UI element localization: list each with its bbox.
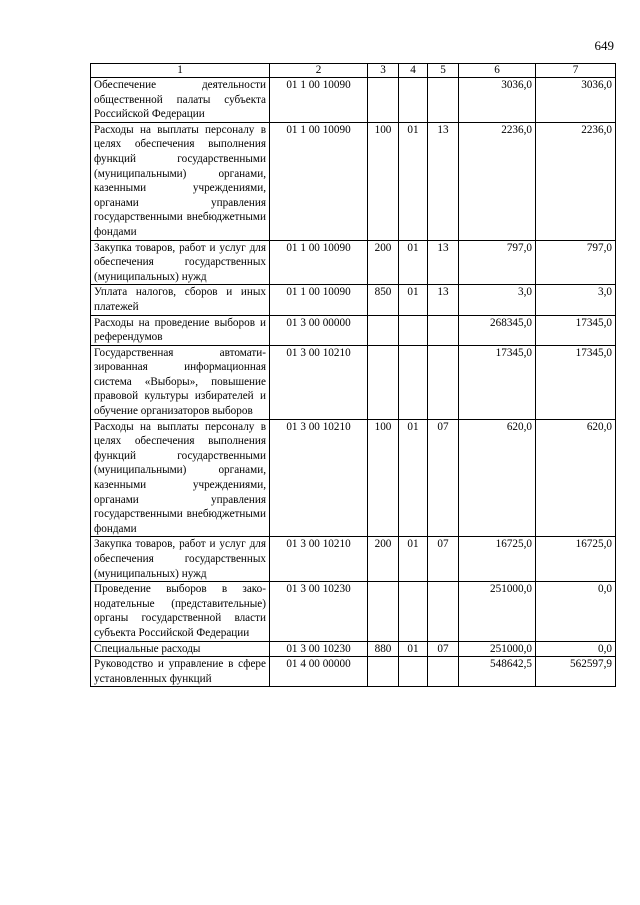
row-rz-cell: [399, 315, 428, 345]
row-pr-cell: 13: [428, 240, 459, 285]
row-vr-cell: 880: [368, 641, 399, 657]
table-row: [91, 78, 616, 123]
row-code-cell: 01 3 00 10210: [270, 419, 368, 537]
row-rz-cell: 01: [399, 641, 428, 657]
row-pr-cell: 13: [428, 285, 459, 315]
row-sum1-cell: 268345,0: [459, 315, 536, 345]
row-pr-cell: 07: [428, 641, 459, 657]
row-code-cell: 01 3 00 10210: [270, 345, 368, 419]
row-rz-cell: 01: [399, 419, 428, 537]
row-rz-cell: [399, 582, 428, 641]
row-vr-cell: 200: [368, 537, 399, 582]
row-name-cell: Закупка товаров, работ и услуг для обеспечения государственных (муниципальных) нужд: [91, 240, 270, 285]
row-sum2-cell: 562597,9: [536, 657, 616, 687]
row-sum1-cell: 620,0: [459, 419, 536, 537]
row-sum2-cell: 2236,0: [536, 122, 616, 240]
header-cell: 4: [399, 64, 428, 78]
table-row: [91, 657, 616, 687]
table-row: [91, 240, 616, 285]
row-vr-cell: [368, 582, 399, 641]
row-name-cell: Расходы на выплаты персоналу в целях обеспечения выполнения функций государственными (муниципальными) органами, казенными учреждениями, органами управления государственными внебюджетными фондами: [91, 122, 270, 240]
row-sum1-cell: 3036,0: [459, 78, 536, 123]
row-code-cell: 01 1 00 10090: [270, 78, 368, 123]
row-rz-cell: 01: [399, 285, 428, 315]
row-vr-cell: 850: [368, 285, 399, 315]
row-name-cell: Специальные расходы: [91, 641, 270, 657]
header-row: [91, 64, 616, 78]
row-sum2-cell: 3036,0: [536, 78, 616, 123]
header-cell: 3: [368, 64, 399, 78]
table-row: [91, 419, 616, 537]
row-pr-cell: [428, 78, 459, 123]
row-sum2-cell: 16725,0: [536, 537, 616, 582]
table-row: [91, 582, 616, 641]
row-name-cell: Проведение выборов в законодательные (представительные) органы государственной власти субъекта Российской Федерации: [91, 582, 270, 641]
row-sum2-cell: 3,0: [536, 285, 616, 315]
row-sum2-cell: 17345,0: [536, 345, 616, 419]
row-pr-cell: 07: [428, 537, 459, 582]
table-row: [91, 537, 616, 582]
row-pr-cell: [428, 657, 459, 687]
row-vr-cell: 200: [368, 240, 399, 285]
row-code-cell: 01 1 00 10090: [270, 122, 368, 240]
row-vr-cell: 100: [368, 419, 399, 537]
table-row: [91, 315, 616, 345]
header-cell: 1: [91, 64, 270, 78]
row-pr-cell: [428, 315, 459, 345]
row-code-cell: 01 1 00 10090: [270, 285, 368, 315]
row-rz-cell: 01: [399, 122, 428, 240]
row-pr-cell: 13: [428, 122, 459, 240]
row-sum1-cell: 3,0: [459, 285, 536, 315]
row-rz-cell: 01: [399, 240, 428, 285]
row-sum1-cell: 548642,5: [459, 657, 536, 687]
row-name-cell: Закупка товаров, работ и услуг для обеспечения государственных (муниципальных) нужд: [91, 537, 270, 582]
row-sum2-cell: 797,0: [536, 240, 616, 285]
table-row: [91, 285, 616, 315]
row-sum2-cell: 0,0: [536, 582, 616, 641]
row-name-cell: Руководство и управление в сфере установленных функций: [91, 657, 270, 687]
row-name-cell: Государственная автоматизированная информационная система «Выборы», повышение правовой культуры избирателей и обучение организаторов выборов: [91, 345, 270, 419]
row-pr-cell: [428, 582, 459, 641]
row-name-cell: Уплата налогов, сборов и иных платежей: [91, 285, 270, 315]
row-vr-cell: [368, 315, 399, 345]
row-code-cell: 01 3 00 10230: [270, 582, 368, 641]
row-sum2-cell: 620,0: [536, 419, 616, 537]
budget-table: [90, 63, 616, 687]
row-code-cell: 01 3 00 10230: [270, 641, 368, 657]
row-pr-cell: 07: [428, 419, 459, 537]
row-code-cell: 01 1 00 10090: [270, 240, 368, 285]
row-code-cell: 01 3 00 00000: [270, 315, 368, 345]
row-name-cell: Обеспечение деятельности общественной палаты субъекта Российской Федерации: [91, 78, 270, 123]
row-sum1-cell: 17345,0: [459, 345, 536, 419]
row-rz-cell: [399, 657, 428, 687]
row-vr-cell: 100: [368, 122, 399, 240]
header-cell: 2: [270, 64, 368, 78]
row-rz-cell: [399, 78, 428, 123]
row-code-cell: 01 4 00 00000: [270, 657, 368, 687]
table-row: [91, 122, 616, 240]
row-vr-cell: [368, 657, 399, 687]
row-sum1-cell: 797,0: [459, 240, 536, 285]
row-sum1-cell: 251000,0: [459, 582, 536, 641]
table-row: [91, 641, 616, 657]
page-number: 649: [594, 38, 614, 53]
header-cell: 6: [459, 64, 536, 78]
table-row: [91, 345, 616, 419]
header-cell: 7: [536, 64, 616, 78]
row-name-cell: Расходы на выплаты персоналу в целях обеспечения выполнения функций государственными (муниципальными) органами, казенными учреждениями, органами управления государственными внебюджетными фондами: [91, 419, 270, 537]
row-rz-cell: [399, 345, 428, 419]
row-pr-cell: [428, 345, 459, 419]
row-vr-cell: [368, 345, 399, 419]
row-vr-cell: [368, 78, 399, 123]
row-name-cell: Расходы на проведение выборов и референдумов: [91, 315, 270, 345]
row-sum1-cell: 251000,0: [459, 641, 536, 657]
row-rz-cell: 01: [399, 537, 428, 582]
row-sum2-cell: 0,0: [536, 641, 616, 657]
row-code-cell: 01 3 00 10210: [270, 537, 368, 582]
row-sum1-cell: 16725,0: [459, 537, 536, 582]
header-cell: 5: [428, 64, 459, 78]
row-sum2-cell: 17345,0: [536, 315, 616, 345]
row-sum1-cell: 2236,0: [459, 122, 536, 240]
